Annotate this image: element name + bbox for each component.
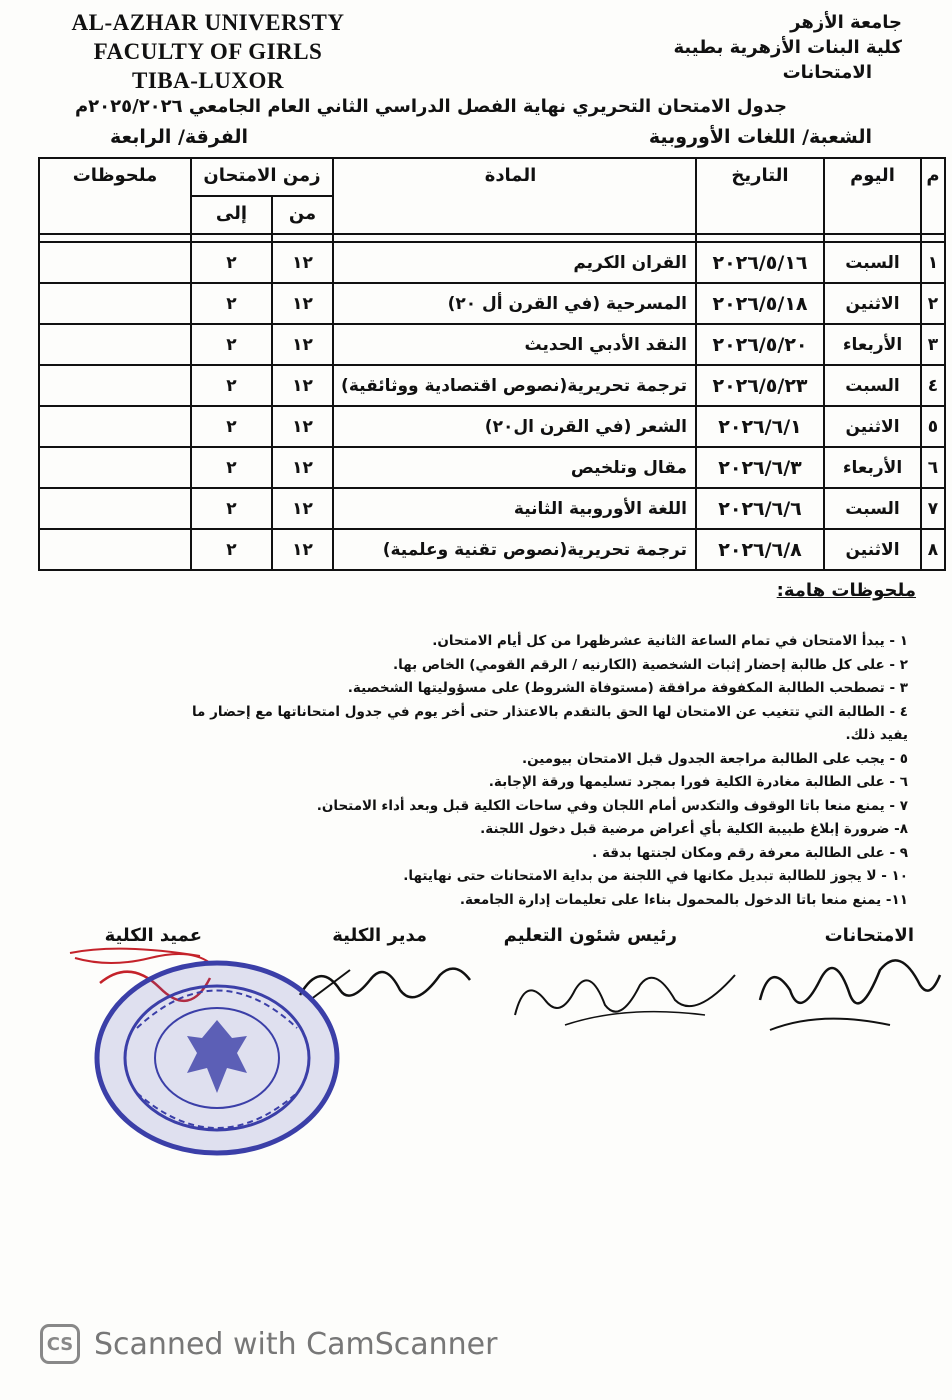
note-item: ٧ - يمنع منعا باتا الوقوف والتكدس أمام اللجان وفي ساحات الكلية قبل وبعد أداء الامتحان. xyxy=(316,797,908,814)
university-name-ar: جامعة الأزهر xyxy=(790,12,902,33)
division-label: الشعبة/ اللغات الأوروبية xyxy=(648,126,872,148)
arabic-header xyxy=(602,10,902,85)
faculty-name-ar: كلية البنات الأزهرية بطيبة xyxy=(673,37,902,58)
table-row xyxy=(39,324,945,365)
table-row xyxy=(39,488,945,529)
header-notes: ملحوظات xyxy=(39,158,191,234)
row-notes xyxy=(39,406,191,447)
university-name-en: AL-AZHAR UNIVERSTY xyxy=(71,10,345,35)
row-from: ١٢ xyxy=(272,447,333,488)
row-notes xyxy=(39,324,191,365)
row-date: ٢٠٢٦/٦/٨ xyxy=(696,529,824,570)
row-notes xyxy=(39,242,191,283)
year-label: الفرقة/ الرابعة xyxy=(110,126,249,148)
row-subject: ترجمة تحريرية(نصوص تقنية وعلمية) xyxy=(333,529,696,570)
camscanner-text: Scanned with CamScanner xyxy=(94,1326,498,1362)
row-subject: ترجمة تحريرية(نصوص اقتصادية ووثائقية) xyxy=(333,365,696,406)
row-from: ١٢ xyxy=(272,406,333,447)
row-num: ٦ xyxy=(921,447,945,488)
row-day: السبت xyxy=(824,365,921,406)
row-subject: اللغة الأوروبية الثانية xyxy=(333,488,696,529)
row-to: ٢ xyxy=(191,283,272,324)
row-subject: النقد الأدبي الحديث xyxy=(333,324,696,365)
row-to: ٢ xyxy=(191,406,272,447)
camscanner-footer xyxy=(40,1322,497,1366)
important-notes-list xyxy=(188,630,908,912)
row-date: ٢٠٢٦/٦/١ xyxy=(696,406,824,447)
row-day: الاثنين xyxy=(824,406,921,447)
note-item: ٣ - تصطحب الطالبة المكفوفة مرافقة (مستوفاة الشروط) على مسؤوليتها الشخصية. xyxy=(347,680,908,696)
faculty-stamp-icon xyxy=(92,958,342,1158)
row-from: ١٢ xyxy=(272,529,333,570)
english-header xyxy=(28,8,388,95)
note-item: ٢ - على كل طالبة إحضار إثبات الشخصية (الكارنيه / الرقم القومي) الخاص بها. xyxy=(393,656,908,673)
row-to: ٢ xyxy=(191,365,272,406)
note-item: ٩ - على الطالبة معرفة رقم ومكان لجنتها بدقة . xyxy=(592,844,908,861)
note-item: ٦ - على الطالبة مغادرة الكلية فورا بمجرد تسليمها ورقة الإجابة. xyxy=(488,774,908,790)
row-num: ٧ xyxy=(921,488,945,529)
row-date: ٢٠٢٦/٦/٦ xyxy=(696,488,824,529)
education-head-signature-icon xyxy=(505,955,745,1035)
row-date: ٢٠٢٦/٦/٣ xyxy=(696,447,824,488)
table-row xyxy=(39,365,945,406)
exams-signature-icon xyxy=(740,940,945,1040)
table-row xyxy=(39,406,945,447)
table-row xyxy=(39,447,945,488)
row-to: ٢ xyxy=(191,324,272,365)
row-to: ٢ xyxy=(191,529,272,570)
note-item: ٥ - يجب على الطالبة مراجعة الجدول قبل الامتحان بيومين. xyxy=(521,750,908,767)
row-day: السبت xyxy=(824,488,921,529)
header-date: التاريخ xyxy=(696,158,824,234)
note-item: ١ - يبدأ الامتحان في تمام الساعة الثانية عشرظهرا من كل أيام الامتحان. xyxy=(432,633,908,649)
note-item: ١٠ - لا يجوز للطالبة تبديل مكانها في اللجنة من بداية الامتحانات حتى نهايتها. xyxy=(403,868,908,884)
note-item: ٨- ضرورة إبلاغ طبيبة الكلية بأي أعراض مرضية قبل دخول اللجنة. xyxy=(480,821,908,837)
row-notes xyxy=(39,447,191,488)
row-num: ٥ xyxy=(921,406,945,447)
row-num: ١ xyxy=(921,242,945,283)
row-from: ١٢ xyxy=(272,324,333,365)
row-day: الاثنين xyxy=(824,529,921,570)
table-row xyxy=(39,242,945,283)
row-day: السبت xyxy=(824,242,921,283)
row-date: ٢٠٢٦/٥/١٨ xyxy=(696,283,824,324)
division-row xyxy=(110,126,872,148)
header-num: م xyxy=(921,158,945,234)
row-day: الاثنين xyxy=(824,283,921,324)
row-date: ٢٠٢٦/٥/١٦ xyxy=(696,242,824,283)
department-name-ar: الامتحانات xyxy=(782,62,872,83)
row-notes xyxy=(39,529,191,570)
row-to: ٢ xyxy=(191,488,272,529)
header-day: اليوم xyxy=(824,158,921,234)
row-from: ١٢ xyxy=(272,488,333,529)
sig-label-education-head: رئيس شئون التعليم xyxy=(503,925,677,946)
note-item: ٤ - الطالبة التي تتغيب عن الامتحان لها الحق بالتقدم بالاعتذار حتى أخر يوم في جدول امتحاناتها مع إحضار ما يفيد ذلك. xyxy=(191,703,908,743)
document-title: جدول الامتحان التحريري نهاية الفصل الدراسي الثاني العام الجامعي ٢٠٢٥/٢٠٢٦م xyxy=(74,96,788,117)
row-notes xyxy=(39,365,191,406)
location-en: TIBA-LUXOR xyxy=(132,68,284,93)
row-num: ٣ xyxy=(921,324,945,365)
row-date: ٢٠٢٦/٥/٢٠ xyxy=(696,324,824,365)
row-num: ٤ xyxy=(921,365,945,406)
row-notes xyxy=(39,488,191,529)
row-day: الأربعاء xyxy=(824,447,921,488)
row-subject: الشعر (في القرن ال٢٠) xyxy=(333,406,696,447)
table-row xyxy=(39,529,945,570)
row-num: ٨ xyxy=(921,529,945,570)
header-to: إلى xyxy=(191,196,272,234)
row-date: ٢٠٢٦/٥/٢٣ xyxy=(696,365,824,406)
faculty-name-en: FACULTY OF GIRLS xyxy=(93,39,323,64)
row-from: ١٢ xyxy=(272,365,333,406)
exam-schedule-table xyxy=(38,157,946,571)
row-subject: المسرحية (في القرن أل ٢٠) xyxy=(333,283,696,324)
row-day: الأربعاء xyxy=(824,324,921,365)
row-from: ١٢ xyxy=(272,283,333,324)
header-subject: المادة xyxy=(333,158,696,234)
table-header-row xyxy=(39,158,945,196)
camscanner-logo-icon: CS xyxy=(40,1324,80,1364)
header-from: من xyxy=(272,196,333,234)
table-gap xyxy=(39,234,945,242)
row-from: ١٢ xyxy=(272,242,333,283)
sig-label-exams: الامتحانات xyxy=(824,925,914,946)
row-to: ٢ xyxy=(191,447,272,488)
row-num: ٢ xyxy=(921,283,945,324)
sig-label-dean: عميد الكلية xyxy=(104,925,202,946)
table-row xyxy=(39,283,945,324)
sig-label-director: مدير الكلية xyxy=(332,925,427,946)
header-time: زمن الامتحان xyxy=(191,158,333,196)
notes-title: ملحوظات هامة: xyxy=(776,580,916,601)
row-notes xyxy=(39,283,191,324)
row-subject: القران الكريم xyxy=(333,242,696,283)
row-subject: مقال وتلخيص xyxy=(333,447,696,488)
note-item: ١١- يمنع منعا باتا الدخول بالمحمول بناءا على تعليمات إدارة الجامعة. xyxy=(459,891,908,908)
row-to: ٢ xyxy=(191,242,272,283)
